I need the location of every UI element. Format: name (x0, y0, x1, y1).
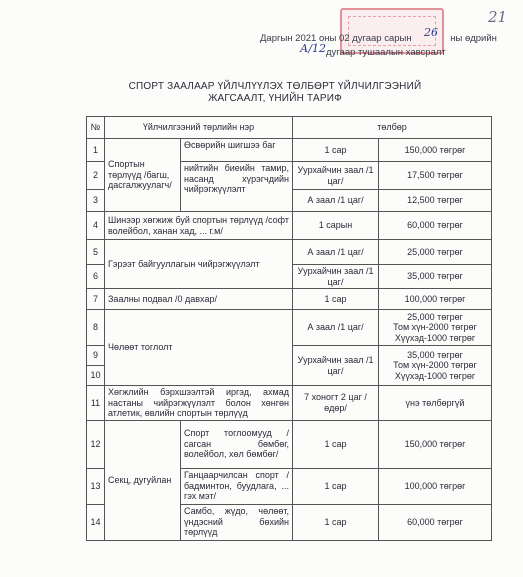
table-row: 10 (87, 366, 492, 386)
handwritten-day: 26 (424, 26, 438, 39)
group-sections: Секц, дугуйлан (105, 420, 181, 540)
table-row: 7 Заалны подвал /0 давхар/ 1 сар 100,000 төгрөг (87, 289, 492, 310)
table-row: 2 нийтийн биеийн тамир, насанд хүрэгчдийн чийрэгжүүлэлт Уурхайчин заал /1 цаг/ 17,500 төгрөг (87, 162, 492, 190)
table-row: 8 Чөлөөт тоглолт А заал /1 цаг/ 25,000 төгрөг Том хүн-2000 төгрөг Хүүхэд-1000 төгрөг (87, 310, 492, 346)
document-title-line2: ЖАГСААЛТ, ҮНИЙН ТАРИФ (208, 93, 342, 104)
page-number: 21 (488, 8, 508, 26)
group-sports: Спортын төрлүүд /багш, дасгалжуулагч/ (105, 139, 181, 212)
decree-reference-line1: Даргын 2021 оны 02 дугаар сарын ны өдрийн (260, 33, 497, 44)
handwritten-decree-number: А/12 (300, 42, 327, 55)
table-row: 13 Ганцаарчилсан спорт /бадминтон, буудлага, ... гэх мэт/ 1 сар 100,000 төгрөг (87, 468, 492, 504)
header-number: № (87, 117, 105, 139)
header-fee: төлбөр (293, 117, 492, 139)
table-row: 14 Самбо, жүдо, чөлөөт, үндэсний бөхийн төрлүүд 1 сар 60,000 төгрөг (87, 504, 492, 540)
header-service: Үйлчилгээний төрлийн нэр (105, 117, 293, 139)
table-row: 9 Уурхайчин заал /1 цаг/ 35,000 төгрөг Том хүн-2000 төгрөг Хүүхэд-1000 төгрөг (87, 346, 492, 366)
table-header-row (87, 117, 492, 139)
table-row: 6 Уурхайчин заал /1 цаг/ 35,000 төгрөг (87, 265, 492, 289)
table-row: 3 А заал /1 цаг/ 12,500 төгрөг (87, 190, 492, 212)
table-row: 12 Секц, дугуйлан Спорт тоглоомууд /сагсан бөмбөг, волейбол, хөл бөмбөг/ 1 сар 150,000 төгрөг (87, 420, 492, 468)
table-row: 5 Гэрээт байгууллагын чийрэгжүүлэлт А заал /1 цаг/ 25,000 төгрөг (87, 240, 492, 265)
document-title-line1: СПОРТ ЗААЛААР ҮЙЛЧЛҮҮЛЭХ ТӨЛБӨРТ ҮЙЛЧИЛГЭЭНИЙ (128, 81, 422, 92)
decree-reference-line2: дугаар тушаалын хавсралт (326, 47, 446, 58)
tariff-table (86, 116, 492, 541)
table-row: 4 Шинээр хөгжиж буй спортын төрлүүд /софт волейбол, ханан хад, ... г.м/ 1 сарын 60,000 төгрөг (87, 212, 492, 240)
table-row: 11 Хөгжлийн бэрхшээлтэй иргэд, ахмад настаны чийрэгжүүлэлт болон хөнгөн атлетик, өвлийн спортын төрлүүд 7 хоногт 2 цаг /өдөр/ үнэ төлбөргүй (87, 386, 492, 421)
table-row: 1 Спортын төрлүүд /багш, дасгалжуулагч/ Өсвөрийн шигшээ баг 1 сар 150,000 төгрөг (87, 139, 492, 162)
